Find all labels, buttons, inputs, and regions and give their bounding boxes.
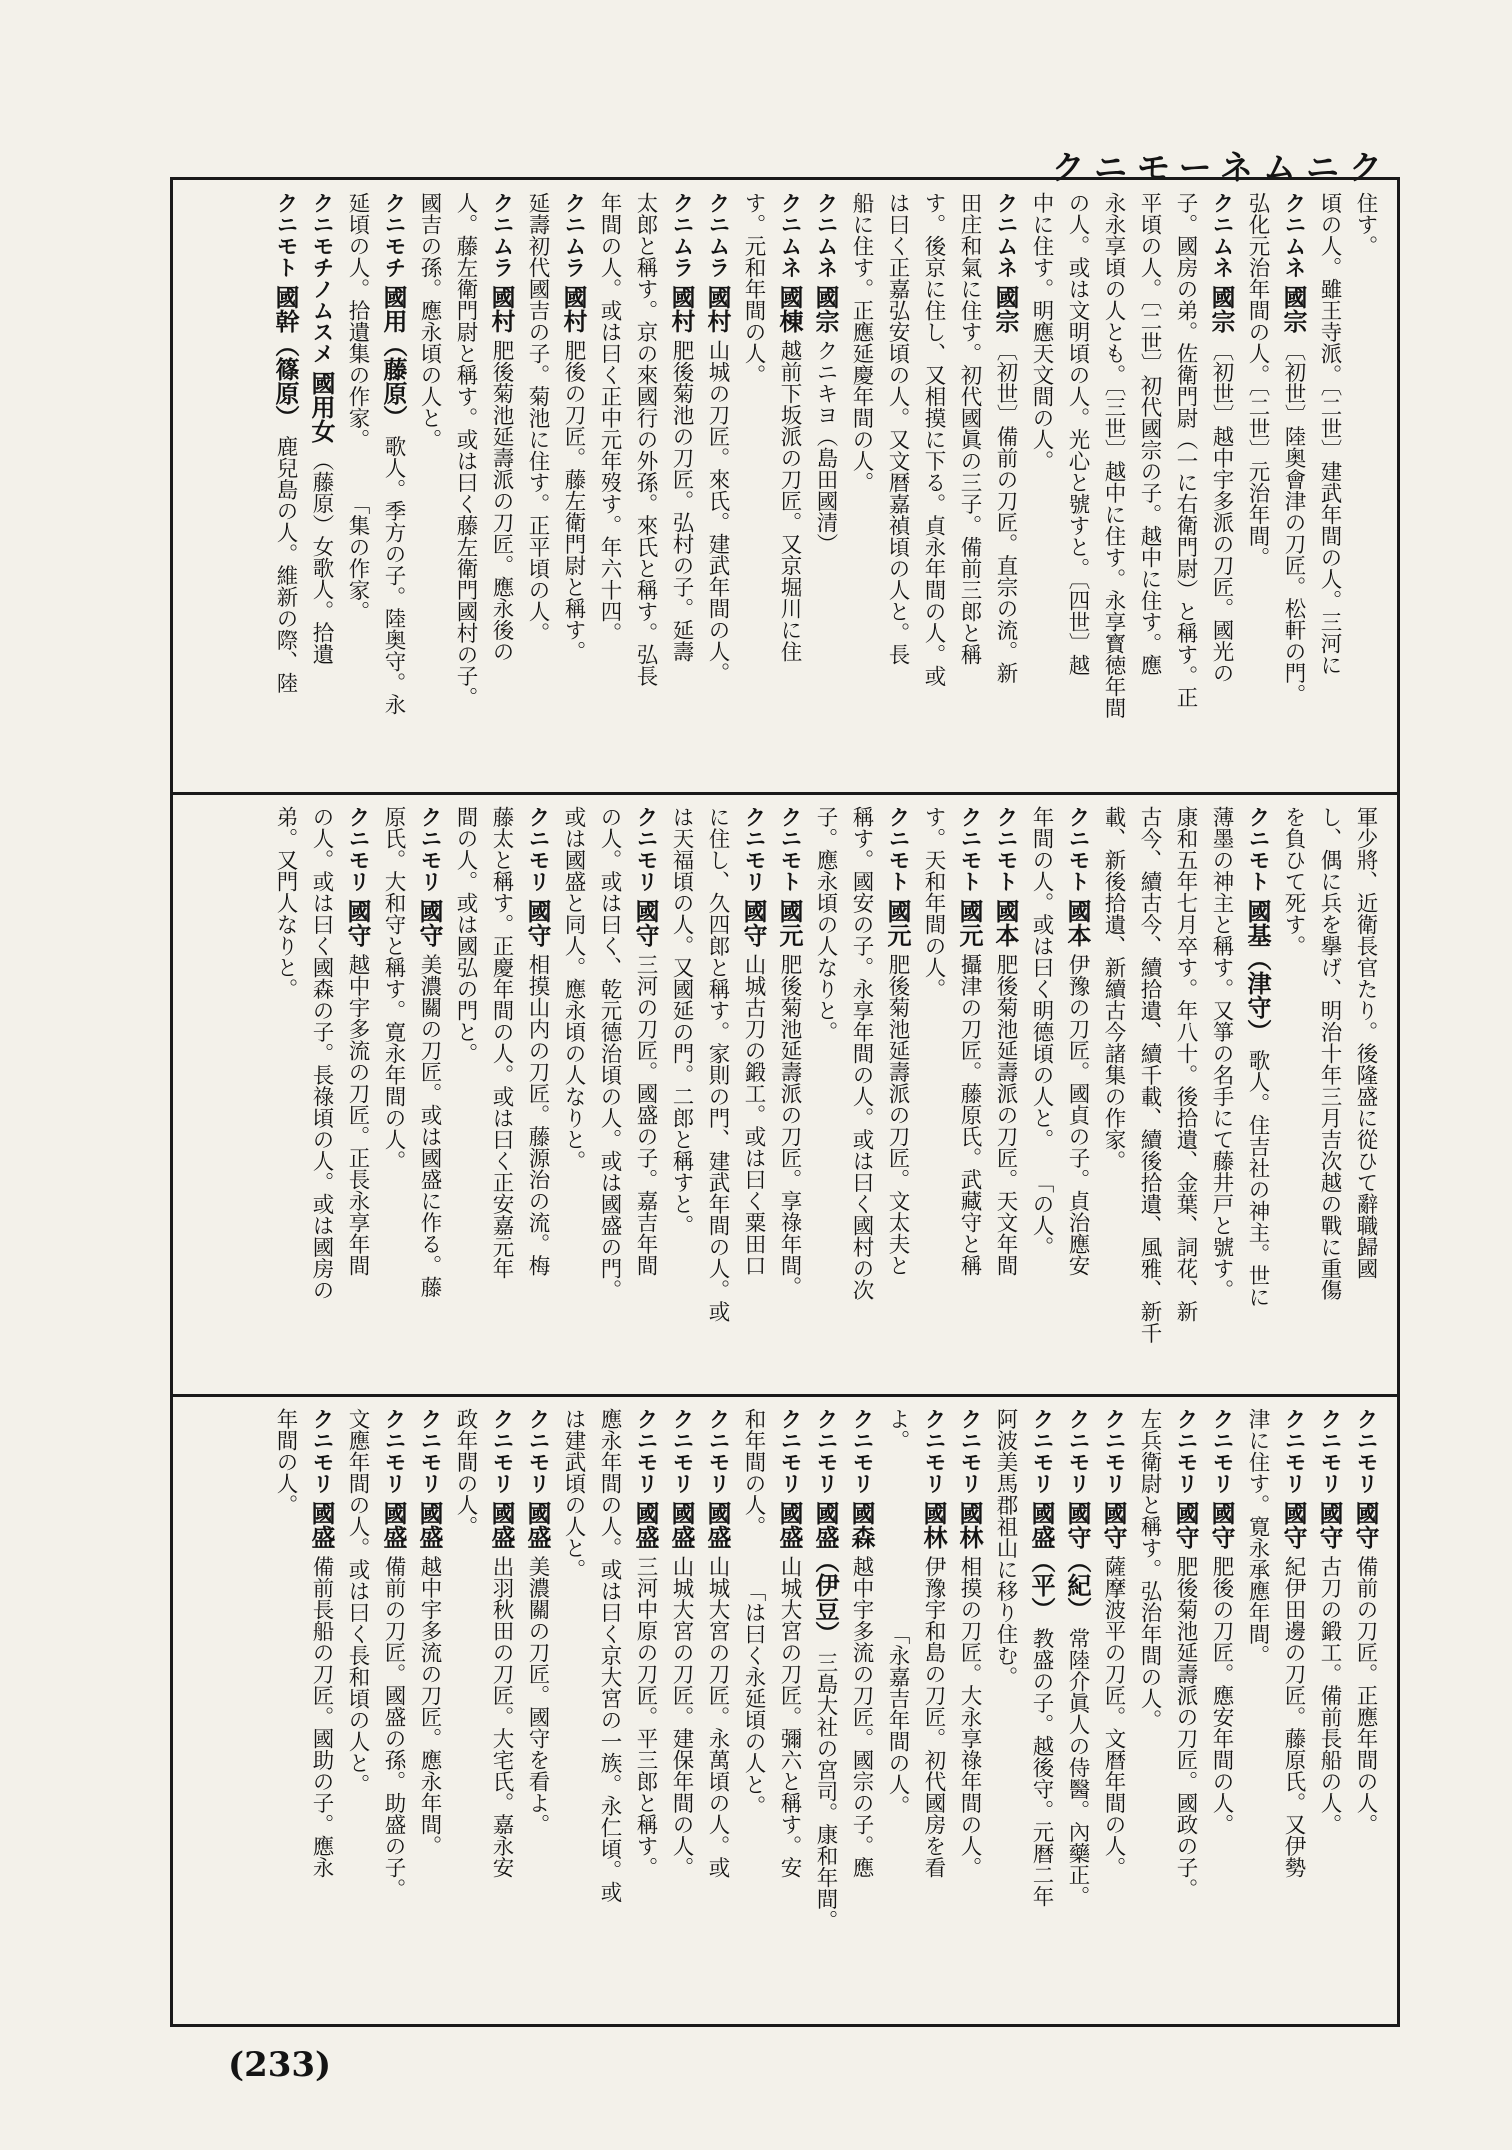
entry-text: 備前長船の刀匠。國助の子。應永	[309, 1555, 334, 1879]
entry-column	[1239, 806, 1275, 1378]
continuation-column	[915, 806, 951, 1378]
entry-reading: クニモリ	[741, 806, 766, 892]
entry-column	[267, 192, 303, 772]
entry-reading: クニムラ	[705, 192, 730, 278]
entry-reading: クニモチノムスメ	[309, 192, 334, 364]
continuation-column	[555, 1408, 591, 2003]
entry-text: 人。藤左衛門尉と稱す。或は曰く藤左衛門國村の子。	[453, 192, 478, 708]
entry-column	[1275, 192, 1311, 772]
entry-text: 太郎と稱す。京の來國行の外孫。來氏と稱す。弘長	[633, 192, 658, 687]
entry-name: 國林	[955, 1500, 984, 1549]
continuation-column	[663, 806, 699, 1378]
entry-text: 三河中原の刀匠。平三郎と稱す。	[633, 1555, 658, 1879]
continuation-column	[555, 806, 591, 1378]
continuation-column	[735, 192, 771, 772]
continuation-column	[1167, 192, 1203, 772]
entry-column	[627, 1408, 663, 2003]
entry-column	[1167, 1408, 1203, 2003]
entry-name: 國元	[883, 898, 912, 947]
entry-text: 年間の人。	[273, 1408, 298, 1516]
entry-name: 國守	[1099, 1500, 1128, 1549]
entry-band-middle	[187, 806, 1383, 1378]
entry-text: 越中宇多流の刀匠。國宗の子。應	[849, 1555, 874, 1879]
continuation-column	[1095, 806, 1131, 1378]
entry-text: 稱す。國安の子。永享年間の人。或は曰く國村の次	[849, 806, 874, 1301]
entry-text: 出羽秋田の刀匠。大宅氏。嘉永安	[489, 1555, 514, 1879]
entry-column	[1311, 1408, 1347, 2003]
entry-name: 國守	[1171, 1500, 1200, 1549]
continuation-column	[879, 1408, 915, 2003]
entry-text: 藤太と稱す。正慶年間の人。或は曰く正安嘉元年	[489, 806, 514, 1279]
entry-column	[843, 1408, 879, 2003]
entry-text: 美濃關の刀匠。國守を看よ。	[525, 1555, 550, 1836]
entry-name: 國宗	[1279, 284, 1308, 333]
entry-text: 肥後菊池延壽派の刀匠。國政の子。	[1173, 1555, 1198, 1900]
entry-reading: クニモト	[1065, 806, 1090, 892]
entry-reading: クニモリ	[1353, 1408, 1378, 1494]
entry-reading: クニモト	[993, 806, 1018, 892]
entry-text: 間の人。或は國弘の門と。	[453, 806, 478, 1064]
entry-text: の人。或は曰く、乾元德治頃の人。或は國盛の門。	[597, 806, 622, 1301]
entry-name: 國基（津守）	[1243, 898, 1272, 1043]
continuation-column	[915, 192, 951, 772]
entry-name: 國盛	[667, 1500, 696, 1549]
entry-name: 國本	[1063, 898, 1092, 947]
entry-column	[339, 806, 375, 1378]
entry-reading: クニムネ	[1209, 192, 1234, 278]
entry-text: 越中宇多流の刀匠。正長永享年間	[345, 953, 370, 1277]
continuation-column	[447, 1408, 483, 2003]
entry-reading: クニモリ	[417, 806, 442, 892]
continuation-column	[591, 192, 627, 772]
continuation-column	[1131, 806, 1167, 1378]
entry-text: 應永年間の人。或は曰く京大宮の一族。永仁頃。或	[597, 1408, 622, 1903]
continuation-column	[1311, 192, 1347, 772]
entry-name: 國村	[667, 284, 696, 333]
entry-reading: クニムラ	[669, 192, 694, 278]
entry-reading: クニモト	[885, 806, 910, 892]
entry-text: 歌人。季方の子。陸奥守。永	[381, 435, 406, 716]
entry-name: 國村	[487, 284, 516, 333]
entry-text: 教盛の子。越後守。元暦二年	[1029, 1627, 1054, 1908]
entry-reading: クニモリ	[489, 1408, 514, 1494]
entry-text: す。元和年間の人。	[741, 192, 766, 386]
entry-column	[555, 192, 591, 772]
continuation-column	[1347, 806, 1383, 1378]
entry-name: 國守	[739, 898, 768, 947]
continuation-column	[519, 192, 555, 772]
entry-name: 國村	[703, 284, 732, 333]
page-header	[212, 142, 1392, 187]
entry-name: 國盛	[775, 1500, 804, 1549]
entry-text: 三河の刀匠。國盛の子。嘉吉年間	[633, 953, 658, 1277]
entry-text: 山城大宮の刀匠。彌六と稱す。安	[777, 1555, 802, 1879]
entry-name: 國森	[847, 1500, 876, 1549]
entry-text: 薩摩波平の刀匠。文暦年間の人。	[1101, 1555, 1126, 1879]
entry-column	[771, 192, 807, 772]
entry-text: 相摸山内の刀匠。藤源治の流。梅	[525, 953, 550, 1277]
entry-text: 載、新後拾遺、新續古今諸集の作家。	[1101, 806, 1126, 1172]
entry-column	[1095, 1408, 1131, 2003]
entry-text: 薄墨の神主と稱す。又箏の名手にて藤井戸と號す。	[1209, 806, 1234, 1301]
continuation-column	[843, 192, 879, 772]
entry-reading: クニモリ	[669, 1408, 694, 1494]
entry-text: 政年間の人。	[453, 1408, 478, 1537]
entry-text: 軍少將、近衛長官たり。後隆盛に從ひて辭職歸國	[1353, 806, 1378, 1279]
entry-column	[1203, 192, 1239, 772]
continuation-column	[1131, 192, 1167, 772]
entry-name: 國盛	[703, 1500, 732, 1549]
entry-name: 國守	[1315, 1500, 1344, 1549]
entry-column	[1059, 806, 1095, 1378]
entry-column	[627, 806, 663, 1378]
entry-name: 國盛（平）	[1027, 1500, 1056, 1621]
entry-reading: クニモト	[1245, 806, 1270, 892]
entry-column	[1059, 1408, 1095, 2003]
entry-reading: クニモリ	[417, 1408, 442, 1494]
entry-column	[951, 1408, 987, 2003]
entry-text: （藤原）女歌人。拾遺	[309, 449, 334, 665]
entry-name: 國盛（伊豆）	[811, 1500, 840, 1645]
entry-text: 康和五年七月卒す。年八十。後拾遺、金葉、詞花、新	[1173, 806, 1198, 1322]
entry-name: 國守	[415, 898, 444, 947]
entry-text: 山城古刀の鍛工。或は曰く粟田口	[741, 953, 766, 1277]
entry-reading: クニモリ	[1065, 1408, 1090, 1494]
entry-reading: クニモリ	[1173, 1408, 1198, 1494]
entry-text: 古刀の鍛工。備前長船の人。	[1317, 1555, 1342, 1836]
entry-text: 伊豫の刀匠。國貞の子。貞治應安	[1065, 953, 1090, 1277]
entry-reading: クニモリ	[921, 1408, 946, 1494]
entry-reading: クニモリ	[813, 1408, 838, 1494]
continuation-column	[1311, 806, 1347, 1378]
entry-reading: クニモリ	[1317, 1408, 1342, 1494]
entry-reading: クニモチ	[381, 192, 406, 278]
continuation-column	[303, 806, 339, 1378]
entry-text: 肥後菊池の刀匠。弘村の子。延壽	[669, 339, 694, 663]
entry-reading: クニモリ	[633, 806, 658, 892]
entry-text: 山城大宮の刀匠。建保年間の人。	[669, 1555, 694, 1879]
entry-reading: クニモリ	[1281, 1408, 1306, 1494]
entry-name: 國宗	[1207, 284, 1236, 333]
entry-reading: クニムラ	[561, 192, 586, 278]
entry-text: す。後京に住し、又相摸に下る。貞永年間の人。或	[921, 192, 946, 687]
entry-text: 肥後菊池延壽派の刀匠。應永後の	[489, 339, 514, 663]
continuation-column	[447, 806, 483, 1378]
entry-column	[519, 1408, 555, 2003]
entry-column	[1275, 1408, 1311, 2003]
entry-column	[411, 806, 447, 1378]
entry-name: 國守	[1207, 1500, 1236, 1549]
entry-name: 國村	[559, 284, 588, 333]
entry-name: 國本	[991, 898, 1020, 947]
entry-text: 文應年間の人。或は曰く長和頃の人と。	[345, 1408, 370, 1795]
entry-text: 肥後菊池延壽派の刀匠。文太夫と	[885, 953, 910, 1277]
entry-name: 國元	[775, 898, 804, 947]
entry-column	[1203, 1408, 1239, 2003]
entry-text: の人。或は文明頃の人。光心と號すと。〔四世〕越	[1065, 192, 1090, 676]
entry-text: 伊豫宇和島の刀匠。初代國房を看	[921, 1555, 946, 1879]
entry-text: 備前の刀匠。正應年間の人。	[1353, 1555, 1378, 1836]
continuation-column	[1347, 192, 1383, 772]
continuation-column	[627, 192, 663, 772]
continuation-column	[483, 806, 519, 1378]
continuation-column	[1167, 806, 1203, 1378]
entry-text: クニキヨ（島田國清）	[813, 339, 838, 555]
entry-reading: クニモリ	[309, 1408, 334, 1494]
entry-column	[987, 806, 1023, 1378]
continuation-column	[1131, 1408, 1167, 2003]
entry-text: 年間の人。或は曰く正中元年歿す。年六十四。	[597, 192, 622, 644]
continuation-column	[1239, 1408, 1275, 2003]
entry-text: よ。 「永嘉吉年間の人。	[885, 1408, 910, 1817]
entry-column	[699, 1408, 735, 2003]
entry-text: 弘化元治年間の人。〔二世〕元治年間。	[1245, 192, 1270, 569]
running-head: クニモーネムニク	[1051, 148, 1392, 187]
entry-reading: クニモリ	[1101, 1408, 1126, 1494]
continuation-column	[951, 192, 987, 772]
entry-text: 延頃の人。拾遺集の作家。 「集の作家。	[345, 192, 370, 622]
continuation-column	[339, 192, 375, 772]
entry-text: 鹿兒島の人。維新の際、陸	[273, 435, 298, 694]
entry-text: 肥後の刀匠。藤左衛門尉と稱す。	[561, 339, 586, 663]
entry-name: 國守	[523, 898, 552, 947]
entry-text: 三島大社の宮司。康和年間。	[813, 1651, 838, 1932]
entry-reading: クニモリ	[705, 1408, 730, 1494]
entry-reading: クニモリ	[345, 806, 370, 892]
entry-name: 國宗	[991, 284, 1020, 333]
entry-name: 國守	[1279, 1500, 1308, 1549]
entry-column	[375, 192, 411, 772]
entry-name: 國盛	[631, 1500, 660, 1549]
entry-reading: クニモリ	[957, 1408, 982, 1494]
entry-reading: クニモリ	[849, 1408, 874, 1494]
entry-column	[411, 1408, 447, 2003]
entry-text: 延壽初代國吉の子。菊池に住す。正平頃の人。	[525, 192, 550, 644]
entry-column	[735, 806, 771, 1378]
dictionary-frame	[170, 177, 1400, 2027]
continuation-column	[1239, 192, 1275, 772]
entry-column	[483, 1408, 519, 2003]
continuation-column	[1275, 806, 1311, 1378]
entry-text: 原氏。大和守と稱す。寛永年間の人。	[381, 806, 406, 1172]
continuation-column	[375, 806, 411, 1378]
entry-name: 國元	[955, 898, 984, 947]
entry-text: に住し、久四郎と稱す。家則の門、建武年間の人。或	[705, 806, 730, 1322]
entry-text: 阿波美馬郡祖山に移り住む。	[993, 1408, 1018, 1688]
entry-text: 肥後の刀匠。應安年間の人。	[1209, 1555, 1234, 1836]
entry-text: 攝津の刀匠。藤原氏。武藏守と稱	[957, 953, 982, 1277]
entry-reading: クニモリ	[525, 1408, 550, 1494]
entry-text: 子。國房の弟。佐衛門尉（一に右衛門尉）と稱す。正	[1173, 192, 1198, 708]
entry-name: 國幹（篠原）	[271, 284, 300, 429]
entry-reading: クニムネ	[993, 192, 1018, 278]
entry-column	[915, 1408, 951, 2003]
entry-name: 國盛	[307, 1500, 336, 1549]
continuation-column	[411, 192, 447, 772]
entry-text: 和年間の人。 「は曰く永延頃の人と。	[741, 1408, 766, 1817]
entry-text: 船に住す。正應延慶年間の人。	[849, 192, 874, 493]
entry-text: 平頃の人。〔二世〕初代國宗の子。越中に住す。應	[1137, 192, 1162, 676]
continuation-column	[735, 1408, 771, 2003]
entry-text: 頃の人。雖王寺派。〔二世〕建武年間の人。三河に	[1317, 192, 1342, 676]
entry-name: 國守（紀）	[1063, 1500, 1092, 1621]
continuation-column	[1203, 806, 1239, 1378]
entry-column	[1347, 1408, 1383, 2003]
entry-text: 中に住す。明應天文間の人。	[1029, 192, 1054, 472]
entry-name: 國用（藤原）	[379, 284, 408, 429]
entry-text: 田庄和氣に住す。初代國眞の三子。備前三郎と稱	[957, 192, 982, 665]
entry-reading: クニムネ	[777, 192, 802, 278]
entry-text: は建武頃の人と。	[561, 1408, 586, 1580]
continuation-column	[339, 1408, 375, 2003]
entry-column	[699, 192, 735, 772]
continuation-column	[1023, 806, 1059, 1378]
entry-text: 津に住す。寛永承應年間。	[1245, 1408, 1270, 1666]
continuation-column	[807, 806, 843, 1378]
continuation-column	[843, 806, 879, 1378]
entry-text: 備前の刀匠。國盛の孫。助盛の子。	[381, 1555, 406, 1900]
entry-text: す。天和年間の人。	[921, 806, 946, 1000]
entry-text: 相摸の刀匠。大永享祿年間の人。	[957, 1555, 982, 1879]
entry-column	[519, 806, 555, 1378]
entry-reading: クニモリ	[1029, 1408, 1054, 1494]
entry-column	[483, 192, 519, 772]
entry-text: 山城大宮の刀匠。永萬頃の人。或	[705, 1555, 730, 1879]
entry-text: は天福頃の人。又國延の門。二郎と稱すと。	[669, 806, 694, 1236]
entry-text: 永永享頃の人とも。〔三世〕越中に住す。永享寳徳年間	[1101, 192, 1126, 719]
entry-column	[303, 1408, 339, 2003]
entry-name: 國盛	[415, 1500, 444, 1549]
continuation-column	[1059, 192, 1095, 772]
entry-name: 國盛	[487, 1500, 516, 1549]
entry-band-top	[187, 192, 1383, 772]
entry-text: 歌人。住吉社の神主。世に	[1245, 1049, 1270, 1308]
entry-text: 山城の刀匠。來氏。建武年間の人。	[705, 339, 730, 684]
entry-name: 國盛	[523, 1500, 552, 1549]
entry-text: 年間の人。或は曰く明德頃の人と。 「の人。	[1029, 806, 1054, 1258]
entry-text: 古今、續古今、續拾遺、續千載、續後拾遺、風雅、新千	[1137, 806, 1162, 1344]
entry-text: 或は國盛と同人。應永頃の人なりと。	[561, 806, 586, 1172]
continuation-column	[699, 806, 735, 1378]
entry-name: 國林	[919, 1500, 948, 1549]
continuation-column	[447, 192, 483, 772]
entry-reading: クニモト	[957, 806, 982, 892]
entry-reading: クニモリ	[1209, 1408, 1234, 1494]
entry-column	[951, 806, 987, 1378]
entry-reading: クニモト	[273, 192, 298, 278]
entry-text: 紀伊田邊の刀匠。藤原氏。又伊勢	[1281, 1555, 1306, 1879]
continuation-column	[879, 192, 915, 772]
entry-column	[771, 806, 807, 1378]
entry-column	[807, 192, 843, 772]
entry-text: は曰く正嘉弘安頃の人。又文暦嘉禎頃の人と。長	[885, 192, 910, 665]
entry-text: 住す。	[1353, 192, 1378, 257]
entry-text: 越中宇多流の刀匠。應永年間。	[417, 1555, 442, 1857]
continuation-column	[591, 1408, 627, 2003]
entry-column	[1023, 1408, 1059, 2003]
continuation-column	[267, 806, 303, 1378]
entry-column	[303, 192, 339, 772]
entry-name: 國用女	[307, 370, 336, 443]
continuation-column	[591, 806, 627, 1378]
entry-reading: クニモリ	[381, 1408, 406, 1494]
entry-name: 國守	[1351, 1500, 1380, 1549]
entry-text: 〔初世〕備前の刀匠。直宗の流。新	[993, 339, 1018, 684]
entry-column	[771, 1408, 807, 2003]
entry-text: 肥後菊池延壽派の刀匠。享祿年間。	[777, 953, 802, 1298]
entry-text: 常陸介眞人の侍醫。內藥正。	[1065, 1627, 1090, 1908]
entry-band-bottom	[187, 1408, 1383, 2003]
entry-text: の人。或は曰く國森の子。長祿頃の人。或は國房の	[309, 806, 334, 1301]
entry-text: 弟。又門人なりと。	[273, 806, 298, 1000]
entry-text: を負ひて死す。	[1281, 806, 1306, 957]
continuation-column	[987, 1408, 1023, 2003]
entry-reading: クニモト	[777, 806, 802, 892]
entry-text: 左兵衛尉と稱す。弘治年間の人。	[1137, 1408, 1162, 1731]
entry-name: 國守	[343, 898, 372, 947]
entry-reading: クニモリ	[633, 1408, 658, 1494]
band-divider	[173, 792, 1397, 795]
entry-text: し、偶に兵を擧げ、明治十年三月吉次越の戰に重傷	[1317, 806, 1342, 1301]
entry-text: 國吉の孫。應永頃の人と。	[417, 192, 442, 450]
entry-text: 〔初世〕陸奥會津の刀匠。松軒の門。	[1281, 339, 1306, 706]
entry-text: 美濃關の刀匠。或は國盛に作る。藤	[417, 953, 442, 1298]
continuation-column	[267, 1408, 303, 2003]
band-divider	[173, 1394, 1397, 1397]
entry-column	[663, 1408, 699, 2003]
entry-reading: クニモリ	[777, 1408, 802, 1494]
entry-text: 子。應永頃の人なりと。	[813, 806, 838, 1043]
continuation-column	[1095, 192, 1131, 772]
entry-reading: クニムネ	[1281, 192, 1306, 278]
entry-reading: クニムラ	[489, 192, 514, 278]
entry-name: 國守	[631, 898, 660, 947]
entry-name: 國宗	[811, 284, 840, 333]
page-number: (233)	[228, 2045, 332, 2085]
entry-column	[879, 806, 915, 1378]
entry-text: 〔初世〕越中宇多派の刀匠。國光の	[1209, 339, 1234, 684]
entry-text: 越前下坂派の刀匠。又京堀川に住	[777, 339, 802, 663]
entry-reading: クニモリ	[525, 806, 550, 892]
entry-column	[375, 1408, 411, 2003]
entry-text: 肥後菊池延壽派の刀匠。天文年間	[993, 953, 1018, 1277]
entry-name: 國盛	[379, 1500, 408, 1549]
continuation-column	[1023, 192, 1059, 772]
entry-name: 國棟	[775, 284, 804, 333]
entry-column	[663, 192, 699, 772]
entry-column	[807, 1408, 843, 2003]
entry-column	[987, 192, 1023, 772]
entry-reading: クニムネ	[813, 192, 838, 278]
